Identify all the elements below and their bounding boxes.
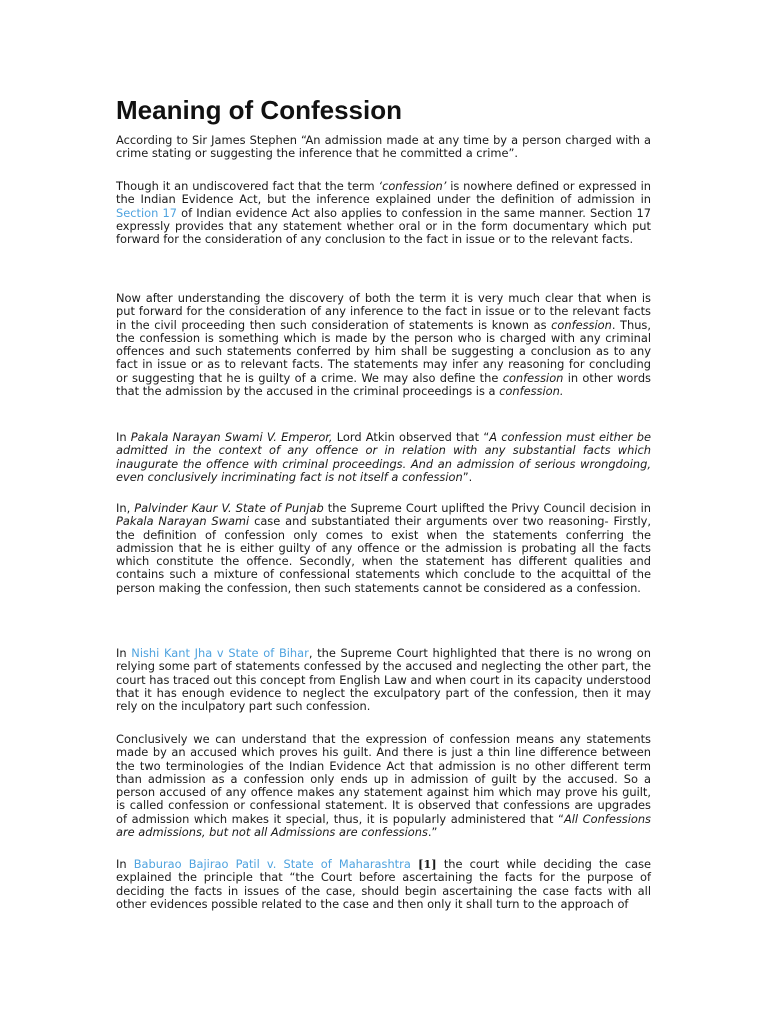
quote: All Confessions are admissions, but not all Admissions are confessions — [116, 811, 651, 840]
paragraph-conclusion: Conclusively we can understand that the expression of confession means any statements made by an accused which proves his guilt. And there is just a thin line difference between the two terminologies of the Indian Evidence Act that admission is no other different term than admission as a confession only ends up in admission of guilt by the accused. So a person accused of any offence makes any statement against him which may prove his guilt, is called confession or confessional statement. It is observed that confessions are upgrades of admission which makes it special, thus, it is popularly administered that “All Confessions are admissions, but not all Admissions are confessions.” — [116, 732, 651, 840]
nishi-kant-jha-link[interactable]: Nishi Kant Jha v State of Bihar — [131, 646, 309, 660]
section-17-link[interactable]: Section 17 — [116, 205, 177, 220]
paragraph-stephen-definition: According to Sir James Stephen “An admission made at any time by a person charged with a crime stating or suggesting the inference that he committed a crime”. — [116, 133, 651, 161]
case-name: Pakala Narayan Swami — [116, 514, 250, 529]
paragraph-pakala-narayan: In Pakala Narayan Swami V. Emperor, Lord Atkin observed that “A confession must either be admitted in the context of any offence or in relation with any substantial facts which inaugurate the offence with criminal proceedings. And an admission of serious wrongdoing, even conclusively incriminating fact is not itself a confession”. — [116, 430, 651, 484]
footnote-reference[interactable]: [1] — [417, 857, 437, 871]
paragraph-discovery: Now after understanding the discovery of both the term it is very much clear that when is put forward for the consideration of any inference to the fact in issue or to the relevant facts in the civil proceeding then such consideration of statements is known as confession. Thus, the confession is something which is made by the person who is charged with any criminal offences and such statements conferred by him shall be suggesting a conclusion as to any fact in issue or as to relevant facts. The statements may infer any reasoning for concluding or suggesting that he is guilty of a crime. We may also define the confession in other words that the admission by the accused in the criminal proceedings is a confession. — [116, 291, 651, 399]
page-title: Meaning of Confession — [116, 95, 402, 125]
quote: A confession must either be admitted in the context of any offence or in relation with any substantial facts which inaugurate the offence with criminal proceedings. And an admission of serious wrongdoing, even conclusively incriminating fact is not itself a confession — [116, 430, 651, 484]
term-confession: ‘confession’ — [378, 179, 447, 193]
paragraph-baburao-patil: In Baburao Bajirao Patil v. State of Maharashtra [1] the court while deciding the case explained the principle that “the Court before ascertaining the facts for the purpose of deciding the facts in issues of the case, should begin ascertaining the case facts with all other evidences possible related to the case and then only it shall turn to the approach of — [116, 857, 652, 911]
case-name: Pakala Narayan Swami V. Emperor, — [130, 430, 333, 444]
paragraph-section-17: Though it an undiscovered fact that the term ‘confession’ is nowhere defined or expressed in the Indian Evidence Act, but the inference explained under the definition of admission in Section 17 of Indian evidence Act also applies to confession in the same manner. Section 17 expressly provides that any statement whether oral or in the form documentary which put forward for the consideration of any conclusion to the fact in issue or to the relevant facts. — [116, 179, 651, 247]
paragraph-nishi-kant-jha: In Nishi Kant Jha v State of Bihar, the Supreme Court highlighted that there is no wrong on relying some part of statements confessed by the accused and neglecting the other part, the court has traced out this concept from English Law and when court in its capacity understood that it has enough evidence to neglect the exculpatory part of the confession, then it may rely on the inculpatory part such confession. — [116, 646, 651, 714]
case-name: Palvinder Kaur V. State of Punjab — [134, 501, 324, 515]
paragraph-palvinder-kaur: In, Palvinder Kaur V. State of Punjab the Supreme Court uplifted the Privy Council decision in Pakala Narayan Swami case and substantiated their arguments over two reasoning- Firstly, the definition of confession only comes to exist when the statements conferring the admission that he is either guilty of any offence or the admission is probating all the facts which constitute the offence. Secondly, when the statement has different qualities and contains such a mixture of confessional statements which conclude to the acquittal of the person making the confession, then such statements cannot be considered as a confession. — [116, 501, 651, 595]
baburao-patil-link[interactable]: Baburao Bajirao Patil v. State of Maharashtra — [133, 857, 411, 871]
